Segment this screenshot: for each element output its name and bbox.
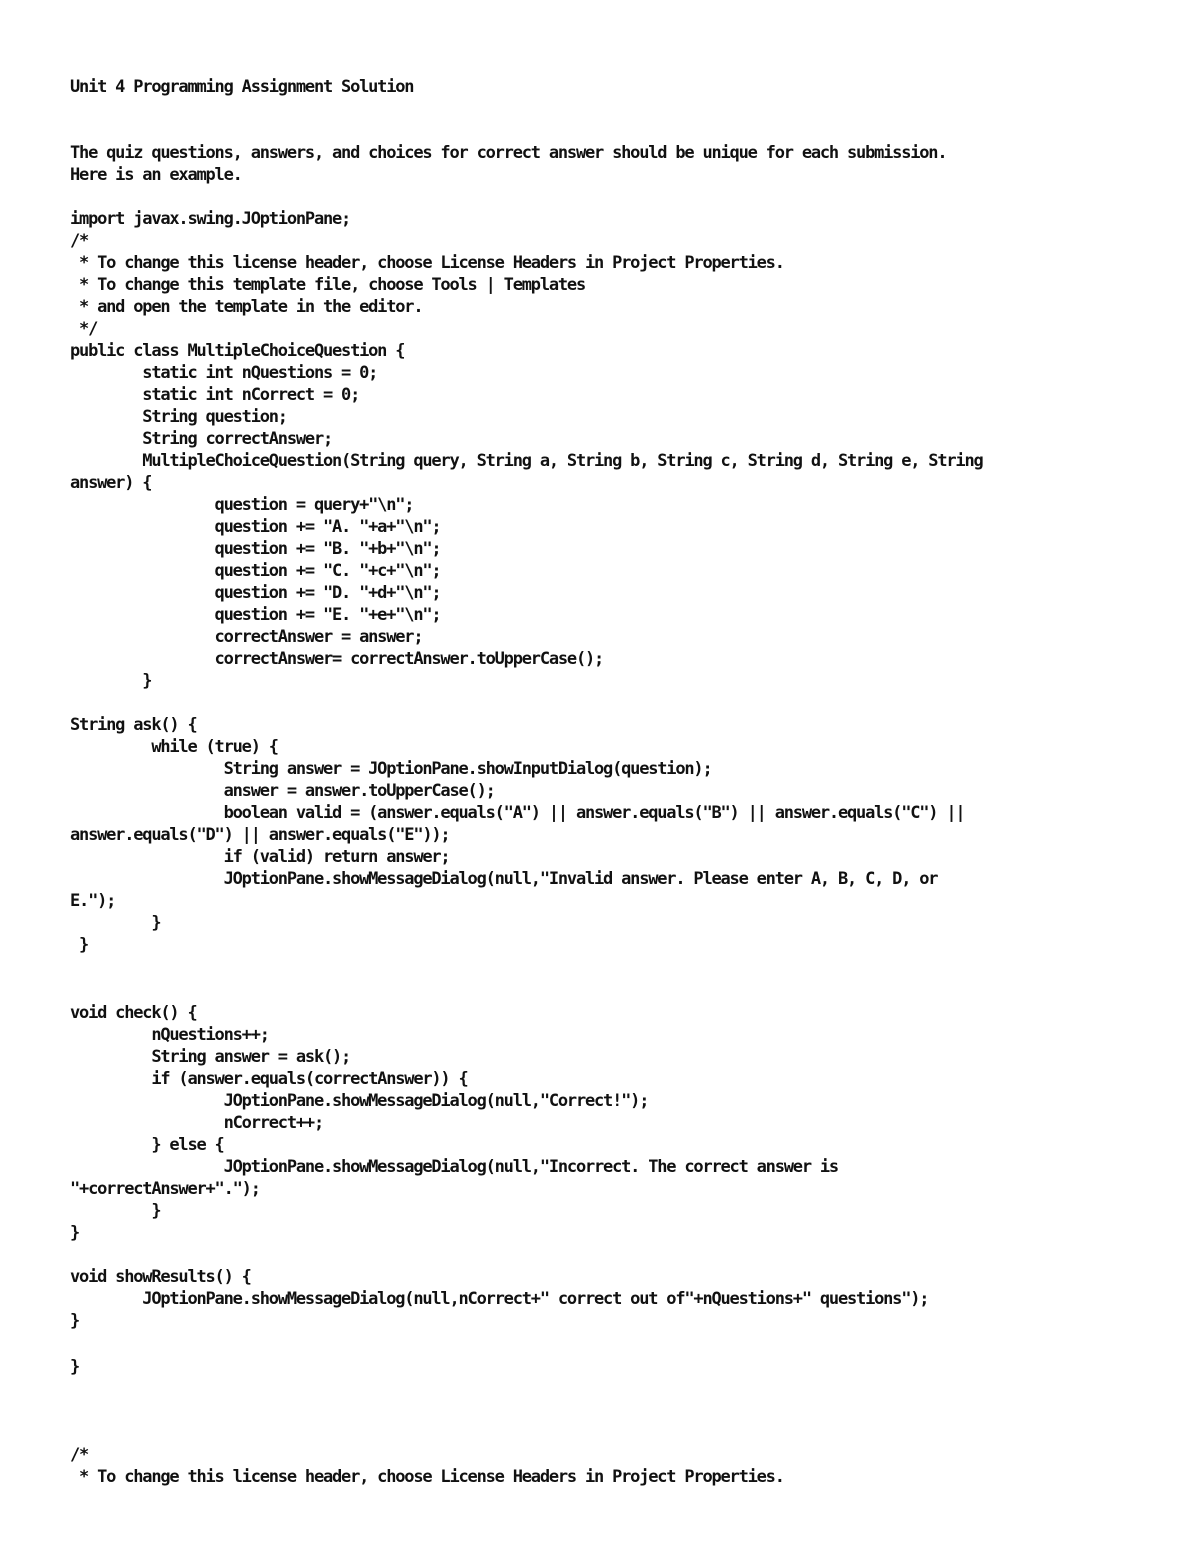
code-line: String ask() { <box>70 715 197 735</box>
code-line: public class MultipleChoiceQuestion { <box>70 341 405 361</box>
code-line: } <box>70 671 152 691</box>
document-title: Unit 4 Programming Assignment Solution <box>70 77 414 97</box>
code-line: } <box>70 1201 161 1221</box>
code-line: question += "D. "+d+"\n"; <box>70 583 441 603</box>
code-line: question += "A. "+a+"\n"; <box>70 517 441 537</box>
intro-line: The quiz questions, answers, and choices for correct answer should be unique for each submission. <box>70 143 947 163</box>
code-line: question = query+"\n"; <box>70 495 414 515</box>
code-line: } <box>70 1311 80 1331</box>
code-line: * To change this license header, choose License Headers in Project Properties. <box>70 253 784 273</box>
code-line: /* <box>70 1445 89 1465</box>
code-line: } <box>70 1357 80 1377</box>
code-line: question += "C. "+c+"\n"; <box>70 561 441 581</box>
code-line: * and open the template in the editor. <box>70 297 423 317</box>
code-line: nCorrect++; <box>70 1113 323 1133</box>
code-line: correctAnswer= correctAnswer.toUpperCase(); <box>70 649 604 669</box>
code-line: String correctAnswer; <box>70 429 333 449</box>
code-line: /* <box>70 231 89 251</box>
code-line: answer = answer.toUpperCase(); <box>70 781 495 801</box>
code-line: correctAnswer = answer; <box>70 627 423 647</box>
code-line: JOptionPane.showMessageDialog(null,"Invalid answer. Please enter A, B, C, D, or <box>70 869 938 889</box>
code-line: * To change this template file, choose Tools | Templates <box>70 275 585 295</box>
code-line: String question; <box>70 407 287 427</box>
code-line: static int nQuestions = 0; <box>70 363 378 383</box>
intro-line: Here is an example. <box>70 165 242 185</box>
code-line: JOptionPane.showMessageDialog(null,"Correct!"); <box>70 1091 649 1111</box>
code-line: nQuestions++; <box>70 1025 269 1045</box>
code-line: * To change this license header, choose License Headers in Project Properties. <box>70 1467 784 1487</box>
code-line: static int nCorrect = 0; <box>70 385 360 405</box>
code-line: answer.equals("D") || answer.equals("E")); <box>70 825 450 845</box>
code-line: import javax.swing.JOptionPane; <box>70 209 351 229</box>
code-line: question += "E. "+e+"\n"; <box>70 605 441 625</box>
code-line: answer) { <box>70 473 152 493</box>
code-line: String answer = JOptionPane.showInputDialog(question); <box>70 759 712 779</box>
code-line: MultipleChoiceQuestion(String query, String a, String b, String c, String d, String e, String <box>70 451 983 471</box>
code-line: if (valid) return answer; <box>70 847 450 867</box>
code-line: String answer = ask(); <box>70 1047 351 1067</box>
code-line: } <box>70 913 161 933</box>
code-line: void showResults() { <box>70 1267 251 1287</box>
code-line: "+correctAnswer+"."); <box>70 1179 260 1199</box>
code-line: while (true) { <box>70 737 278 757</box>
code-line: } else { <box>70 1135 224 1155</box>
code-line: */ <box>70 319 98 339</box>
code-line: } <box>70 935 89 955</box>
code-line: } <box>70 1223 80 1243</box>
code-line: if (answer.equals(correctAnswer)) { <box>70 1069 468 1089</box>
code-line: E."); <box>70 891 116 911</box>
code-line: JOptionPane.showMessageDialog(null,nCorrect+" correct out of"+nQuestions+" questions"); <box>70 1289 929 1309</box>
code-line: boolean valid = (answer.equals("A") || answer.equals("B") || answer.equals("C") || <box>70 803 965 823</box>
code-line: JOptionPane.showMessageDialog(null,"Incorrect. The correct answer is <box>70 1157 838 1177</box>
code-line: void check() { <box>70 1003 197 1023</box>
code-line: question += "B. "+b+"\n"; <box>70 539 441 559</box>
